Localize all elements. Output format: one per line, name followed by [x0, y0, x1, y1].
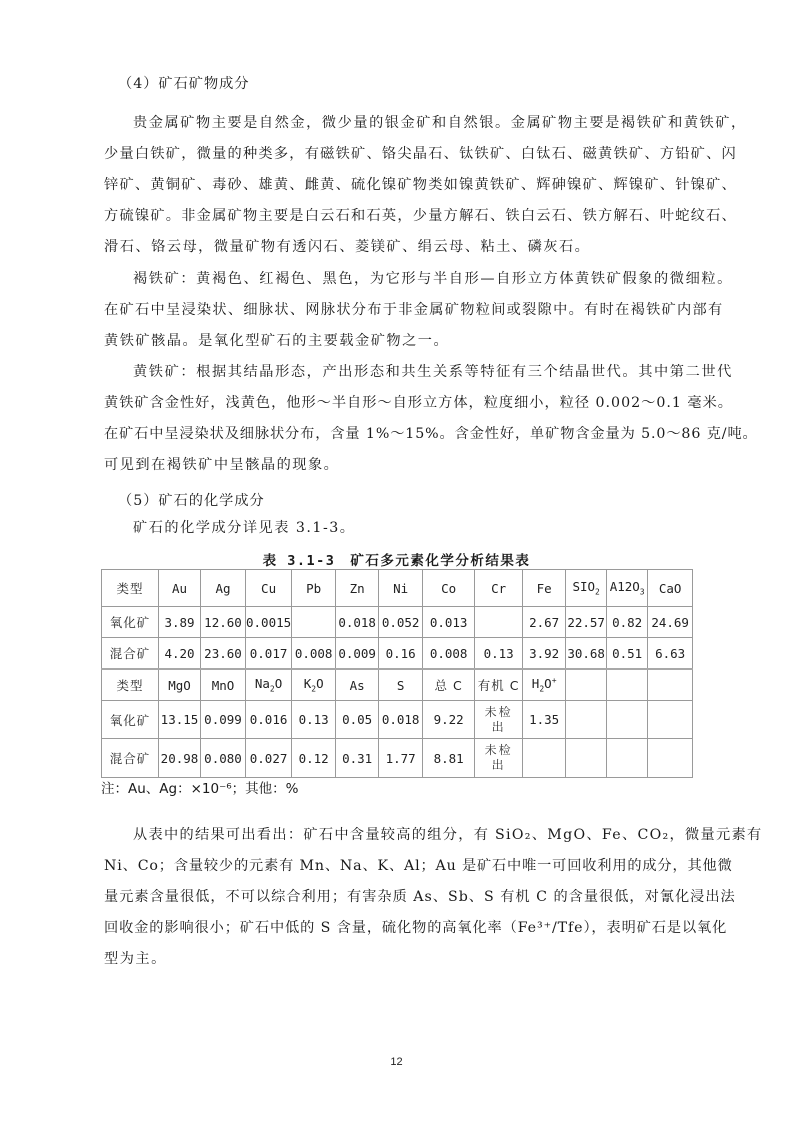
header-cell: Co	[423, 570, 475, 607]
table-cell	[566, 739, 607, 778]
table-cell: 0.016	[246, 701, 292, 739]
table-cell	[292, 607, 336, 638]
table-cell	[475, 739, 523, 778]
text-line: 可见到在褐铁矿中呈骸晶的现象。	[104, 457, 340, 473]
header-cell: Ni	[379, 570, 423, 607]
header-cell: Zn	[336, 570, 379, 607]
table-cell: 0.008	[292, 638, 336, 670]
row-label: 氧化矿	[102, 607, 159, 638]
table-row	[102, 701, 693, 739]
table-cell	[566, 701, 607, 739]
table-cell: 30.68	[566, 638, 607, 670]
table-cell: 0.013	[423, 607, 475, 638]
table-title: 表 3.1-3 矿石多元素化学分析结果表	[262, 553, 531, 569]
table-cell: 0.099	[201, 701, 246, 739]
table-cell: 3.92	[523, 638, 566, 670]
table-cell: 0.16	[379, 638, 423, 670]
table-cell: 0.13	[292, 701, 336, 739]
table-cell: 0.052	[379, 607, 423, 638]
header-cell: Pb	[292, 570, 336, 607]
table-cell: 0.0015	[246, 607, 292, 638]
table-cell: 0.13	[475, 638, 523, 670]
table-row	[102, 607, 693, 638]
header-cell: 总 C	[423, 669, 475, 701]
section-heading-5: （5）矿石的化学成分	[118, 493, 265, 509]
row-label: 混合矿	[102, 638, 159, 670]
table-cell: 23.60	[201, 638, 246, 670]
header-cell: 类型	[102, 570, 159, 607]
table-cell: 13.15	[159, 701, 201, 739]
not-detected-text: 未检出	[484, 704, 513, 734]
chemical-analysis-table	[101, 569, 693, 778]
header-cell	[648, 669, 693, 701]
table-header-row	[102, 570, 693, 607]
table-row	[102, 638, 693, 670]
table-cell: 0.080	[201, 739, 246, 778]
table-cell: 0.12	[292, 739, 336, 778]
header-cell: Cu	[246, 570, 292, 607]
text-line: 黄铁矿骸晶。是氧化型矿石的主要载金矿物之一。	[104, 333, 450, 349]
table-cell: 3.89	[159, 607, 201, 638]
not-detected-text: 未检出	[484, 743, 513, 772]
header-cell: As	[336, 669, 379, 701]
header-cell: MgO	[159, 669, 201, 701]
text-line: 回收金的影响很小；矿石中低的 S 含量，硫化物的高氧化率（Fe³⁺/Tfe），表明矿石是以氧化	[104, 920, 728, 936]
header-cell-al2o3: $A12O_3$	[607, 570, 648, 607]
page-number: 12	[390, 1056, 403, 1068]
header-cell-k2o: $K_2O$	[292, 669, 336, 701]
table-cell: 4.20	[159, 638, 201, 670]
text-line: 在矿石中呈浸染状及细脉状分布，含量 1%～15%。含金性好，单矿物含金量为 5.0～86 克/吨。	[104, 426, 758, 442]
text-line: 黄铁矿含金性好，浅黄色，他形～半自形～自形立方体，粒度细小，粒径 0.002～0.1 毫米。	[104, 395, 733, 411]
table-cell: 22.57	[566, 607, 607, 638]
header-cell: 类型	[102, 669, 159, 701]
table-cell	[475, 607, 523, 638]
text-line: 从表中的结果可出看出：矿石中含量较高的组分，有 SiO₂、MgO、Fe、CO₂，微量元素有	[133, 827, 763, 843]
header-cell: Au	[159, 570, 201, 607]
table-cell	[523, 739, 566, 778]
header-cell	[607, 669, 648, 701]
table-cell: 0.31	[336, 739, 379, 778]
header-cell: Cr	[475, 570, 523, 607]
header-cell: Fe	[523, 570, 566, 607]
text-line: 滑石、铬云母，微量矿物有透闪石、菱镁矿、绢云母、粘土、磷灰石。	[104, 239, 591, 255]
text-line: 在矿石中呈浸染状、细脉状、网脉状分布于非金属矿物粒间或裂隙中。有时在褐铁矿内部有	[104, 302, 724, 318]
text-line: 方硫镍矿。非金属矿物主要是白云石和石英，少量方解石、铁白云石、铁方解石、叶蛇纹石、	[104, 208, 737, 224]
header-cell-h2o: $H_2O^+$	[523, 669, 566, 701]
header-cell: 有机 C	[475, 669, 523, 701]
text-line: 量元素含量很低，不可以综合利用；有害杂质 As、Sb、S 有机 C 的含量很低，对氰化浸出法	[104, 889, 736, 905]
table-cell	[607, 701, 648, 739]
text-line: 黄铁矿：根据其结晶形态，产出形态和共生关系等特征有三个结晶世代。其中第二世代	[133, 364, 733, 380]
table-cell: 1.77	[379, 739, 423, 778]
table-cell	[648, 701, 693, 739]
text-line: 少量白铁矿，微量的种类多，有磁铁矿、铬尖晶石、钛铁矿、白钛石、磁黄铁矿、方铅矿、闪	[104, 146, 737, 162]
table-cell: 8.81	[423, 739, 475, 778]
table-cell: 20.98	[159, 739, 201, 778]
table-cell: 0.008	[423, 638, 475, 670]
table-cell	[648, 739, 693, 778]
table-cell: 6.63	[648, 638, 693, 670]
table-cell: 0.51	[607, 638, 648, 670]
table-cell: 24.69	[648, 607, 693, 638]
text-line: 贵金属矿物主要是自然金，微少量的银金矿和自然银。金属矿物主要是褐铁矿和黄铁矿，	[133, 115, 747, 131]
table-cell: 0.05	[336, 701, 379, 739]
header-cell-sio2: $SIO_2$	[566, 570, 607, 607]
table-row	[102, 739, 693, 778]
text-line: 褐铁矿：黄褐色、红褐色、黑色，为它形与半自形—自形立方体黄铁矿假象的微细粒。	[133, 271, 733, 287]
table-cell	[607, 739, 648, 778]
table-cell: 0.018	[379, 701, 423, 739]
row-label: 混合矿	[102, 739, 159, 778]
section-heading-4: （4）矿石矿物成分	[118, 76, 250, 92]
header-cell	[566, 669, 607, 701]
table-cell: 0.017	[246, 638, 292, 670]
table-cell: 0.009	[336, 638, 379, 670]
table-cell: 0.027	[246, 739, 292, 778]
table-cell: 0.82	[607, 607, 648, 638]
table-cell: 2.67	[523, 607, 566, 638]
table-cell: 9.22	[423, 701, 475, 739]
header-cell: CaO	[648, 570, 693, 607]
header-cell: S	[379, 669, 423, 701]
table-header-row	[102, 669, 693, 701]
table-reference-text: 矿石的化学成分详见表 3.1-3。	[133, 520, 356, 536]
table-note: 注：Au、Ag：×10⁻⁶；其他：%	[101, 781, 299, 797]
text-line: 锌矿、黄铜矿、毒砂、雄黄、雌黄、硫化镍矿物类如镍黄铁矿、辉砷镍矿、辉镍矿、针镍矿、	[104, 177, 737, 193]
text-line: Ni、Co；含量较少的元素有 Mn、Na、K、Al；Au 是矿石中唯一可回收利用的成分，其他微	[104, 858, 733, 874]
row-label: 氧化矿	[102, 701, 159, 739]
header-cell-na2o: $Na_2O$	[246, 669, 292, 701]
table-cell: 12.60	[201, 607, 246, 638]
table-cell	[475, 701, 523, 739]
header-cell: MnO	[201, 669, 246, 701]
table-cell: 0.018	[336, 607, 379, 638]
table-cell: 1.35	[523, 701, 566, 739]
text-line: 型为主。	[104, 951, 167, 967]
header-cell: Ag	[201, 570, 246, 607]
